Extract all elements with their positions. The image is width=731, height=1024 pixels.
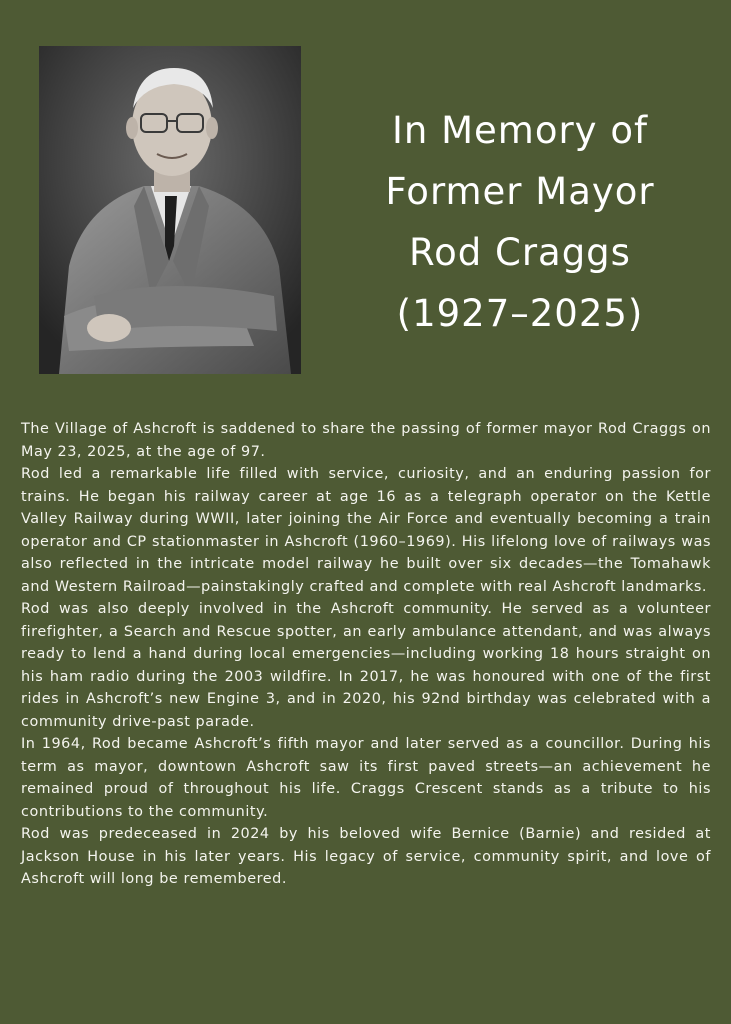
paragraph-mayor: In 1964, Rod became Ashcroft’s fifth mayor and later served as a councillor. During his term as mayor, downtown Ashcroft saw its first paved streets—an achievement he remained proud of throughout his life. Craggs Crescent stands as a tribute to his contributions to the community. [21, 736, 711, 820]
title-line-1: In Memory of [391, 109, 649, 152]
memorial-body [21, 418, 711, 891]
title-line-4: (1927–2025) [396, 292, 644, 335]
portrait-photo-icon [39, 46, 301, 374]
title-line-3: Rod Craggs [409, 231, 631, 274]
paragraph-railway: Rod led a remarkable life filled with service, curiosity, and an enduring passion for trains. He began his railway career at age 16 as a telegraph operator on the Kettle Valley Railway during WWII, later joining the Air Force and eventually becoming a train operator and CP stationmaster in Ashcroft (1960–1969). His lifelong love of railways was also reflected in the intricate model railway he built over six decades—the Tomahawk and Western Railroad—painstakingly crafted and complete with real Ashcroft landmarks. [21, 466, 711, 595]
paragraph-passing: The Village of Ashcroft is saddened to share the passing of former mayor Rod Craggs on May 23, 2025, at the age of 97. [21, 421, 711, 460]
paragraph-legacy: Rod was predeceased in 2024 by his beloved wife Bernice (Barnie) and resided at Jackson House in his later years. His legacy of service, community spirit, and love of Ashcroft will long be remembered. [21, 826, 711, 887]
paragraph-community: Rod was also deeply involved in the Ashcroft community. He served as a volunteer firefighter, a Search and Rescue spotter, an early ambulance attendant, and was always ready to lend a hand during local emergencies—including working 18 hours straight on his ham radio during the 2003 wildfire. In 2017, he was honoured with one of the first rides in Ashcroft’s new Engine 3, and in 2020, his 92nd birthday was celebrated with a community drive-past parade. [21, 601, 711, 730]
portrait-photo [39, 46, 301, 374]
title-line-2: Former Mayor [385, 170, 655, 213]
memorial-title [330, 100, 710, 344]
